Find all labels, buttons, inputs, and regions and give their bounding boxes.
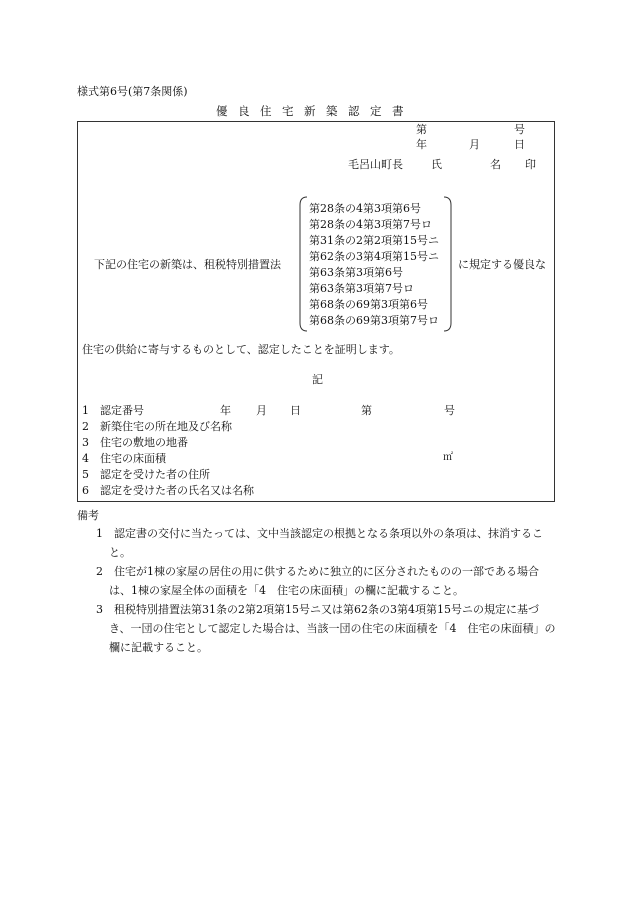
name-mei: 名 — [490, 158, 501, 171]
ki-heading: 記 — [312, 373, 323, 386]
right-brace-icon — [443, 196, 452, 332]
item-label-lot-number: 住宅の敷地の地番 — [100, 436, 188, 449]
item-number: 5 — [82, 468, 89, 481]
cert-number-go: 号 — [514, 123, 525, 136]
item-number: 6 — [82, 484, 89, 497]
note-item: 3 租税特別措置法第31条の2第2項第15号ニ又は第62条の3第4項第15号ニの規定に基づき、一団の住宅として認定した場合は、当該一団の住宅の床面積を「4 住宅の床面積」の欄に記載すること。 — [96, 603, 556, 654]
notes-heading: 備考 — [77, 509, 99, 522]
item-dai: 第 — [361, 404, 372, 417]
item-label-name: 認定を受けた者の氏名又は名称 — [100, 484, 254, 497]
item-label-address: 認定を受けた者の住所 — [100, 468, 210, 481]
item-month: 月 — [256, 404, 267, 417]
note-item: 1 認定書の交付に当たっては、文中当該認定の根拠となる条項以外の条項は、抹消すること。 — [96, 527, 543, 559]
law-article-item: 第28条の4第3項第6号 — [309, 202, 421, 215]
item-number: 3 — [82, 436, 89, 449]
seal-in: 印 — [525, 158, 536, 171]
note-item: 2 住宅が1棟の家屋の居住の用に供するために独立的に区分されたものの一部である場合は、1棟の家屋全体の面積を「4 住宅の床面積」の欄に記載すること。 — [96, 565, 539, 597]
item-label-floor-area: 住宅の床面積 — [100, 452, 166, 465]
statement-tail: に規定する優良な — [458, 258, 546, 271]
law-article-item: 第68条の69第3項第6号 — [309, 298, 428, 311]
date-day: 日 — [514, 138, 525, 151]
cert-number-dai: 第 — [416, 123, 427, 136]
date-year: 年 — [416, 138, 427, 151]
law-article-item: 第62条の3第4項第15号ニ — [309, 250, 439, 263]
statement-continuation: 住宅の供給に寄与するものとして、認定したことを証明します。 — [82, 343, 400, 356]
law-article-item: 第28条の4第3項第7号ロ — [309, 218, 432, 231]
form-number-label: 様式第6号(第7条関係) — [77, 85, 188, 98]
law-article-item: 第63条第3項第7号ロ — [309, 282, 414, 295]
left-brace-icon — [299, 196, 308, 332]
mayor-title: 毛呂山町長 — [348, 158, 403, 171]
item-label-cert-number: 認定番号 — [100, 404, 144, 417]
item-number: 2 — [82, 420, 89, 433]
date-month: 月 — [469, 138, 480, 151]
item-number: 4 — [82, 452, 89, 465]
item-year: 年 — [220, 404, 231, 417]
law-article-item: 第68条の69第3項第7号ロ — [309, 314, 439, 327]
name-shi: 氏 — [431, 158, 442, 171]
document-title: 優良住宅新築認定書 — [216, 104, 414, 118]
law-article-item: 第63条第3項第6号 — [309, 266, 403, 279]
item-number: 1 — [82, 404, 89, 417]
item-label-location: 新築住宅の所在地及び名称 — [100, 420, 232, 433]
item-unit-sqm: ㎡ — [443, 452, 453, 463]
law-article-item: 第31条の2第2項第15号ニ — [309, 234, 439, 247]
item-day: 日 — [290, 404, 301, 417]
statement-lead: 下記の住宅の新築は、租税特別措置法 — [94, 258, 281, 271]
item-go: 号 — [444, 404, 455, 417]
